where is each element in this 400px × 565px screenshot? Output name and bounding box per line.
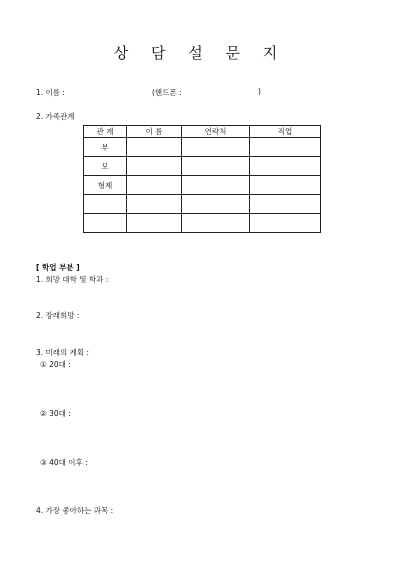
name-cell[interactable] (127, 176, 182, 195)
table-row (84, 157, 321, 176)
job-cell[interactable] (250, 157, 321, 176)
study-section-title: [ 학업 부분 ] (36, 263, 80, 272)
relation-cell: 모 (84, 157, 127, 176)
header-job: 직업 (250, 126, 321, 138)
relation-cell[interactable] (84, 214, 127, 233)
contact-cell[interactable] (182, 176, 250, 195)
q3-future-plan: 3. 미래의 계획 : (36, 348, 90, 357)
phone-close-paren: ) (258, 87, 261, 96)
contact-cell[interactable] (182, 195, 250, 214)
family-label: 2. 가족관계 (36, 112, 75, 121)
plan-30s: ② 30대 : (40, 409, 71, 418)
phone-label: (핸드폰 : (152, 88, 182, 97)
contact-cell[interactable] (182, 138, 250, 157)
family-table (83, 125, 321, 233)
table-row (84, 176, 321, 195)
table-row (84, 214, 321, 233)
name-cell[interactable] (127, 195, 182, 214)
relation-cell[interactable] (84, 195, 127, 214)
job-cell[interactable] (250, 195, 321, 214)
plan-20s: ① 20대 : (40, 360, 71, 369)
plan-40s-after: ③ 40대 이후 : (40, 458, 88, 467)
job-cell[interactable] (250, 176, 321, 195)
table-row (84, 138, 321, 157)
contact-cell[interactable] (182, 157, 250, 176)
relation-cell: 부 (84, 138, 127, 157)
family-table-header-row (84, 126, 321, 138)
q4-favorite-subject: 4. 가장 좋아하는 과목 : (36, 506, 114, 515)
header-name: 이 름 (127, 126, 182, 138)
job-cell[interactable] (250, 214, 321, 233)
q1-desired-university: 1. 희망 대학 및 학과 : (36, 275, 109, 284)
table-row (84, 195, 321, 214)
header-relation: 관 계 (84, 126, 127, 138)
name-cell[interactable] (127, 157, 182, 176)
name-label: 1. 이름 : (36, 88, 65, 97)
name-cell[interactable] (127, 138, 182, 157)
name-cell[interactable] (127, 214, 182, 233)
header-contact: 연락처 (182, 126, 250, 138)
contact-cell[interactable] (182, 214, 250, 233)
form-title: 상 담 설 문 지 (113, 44, 287, 62)
relation-cell: 형제 (84, 176, 127, 195)
q2-future-dream: 2. 장래희망 : (36, 311, 80, 320)
job-cell[interactable] (250, 138, 321, 157)
